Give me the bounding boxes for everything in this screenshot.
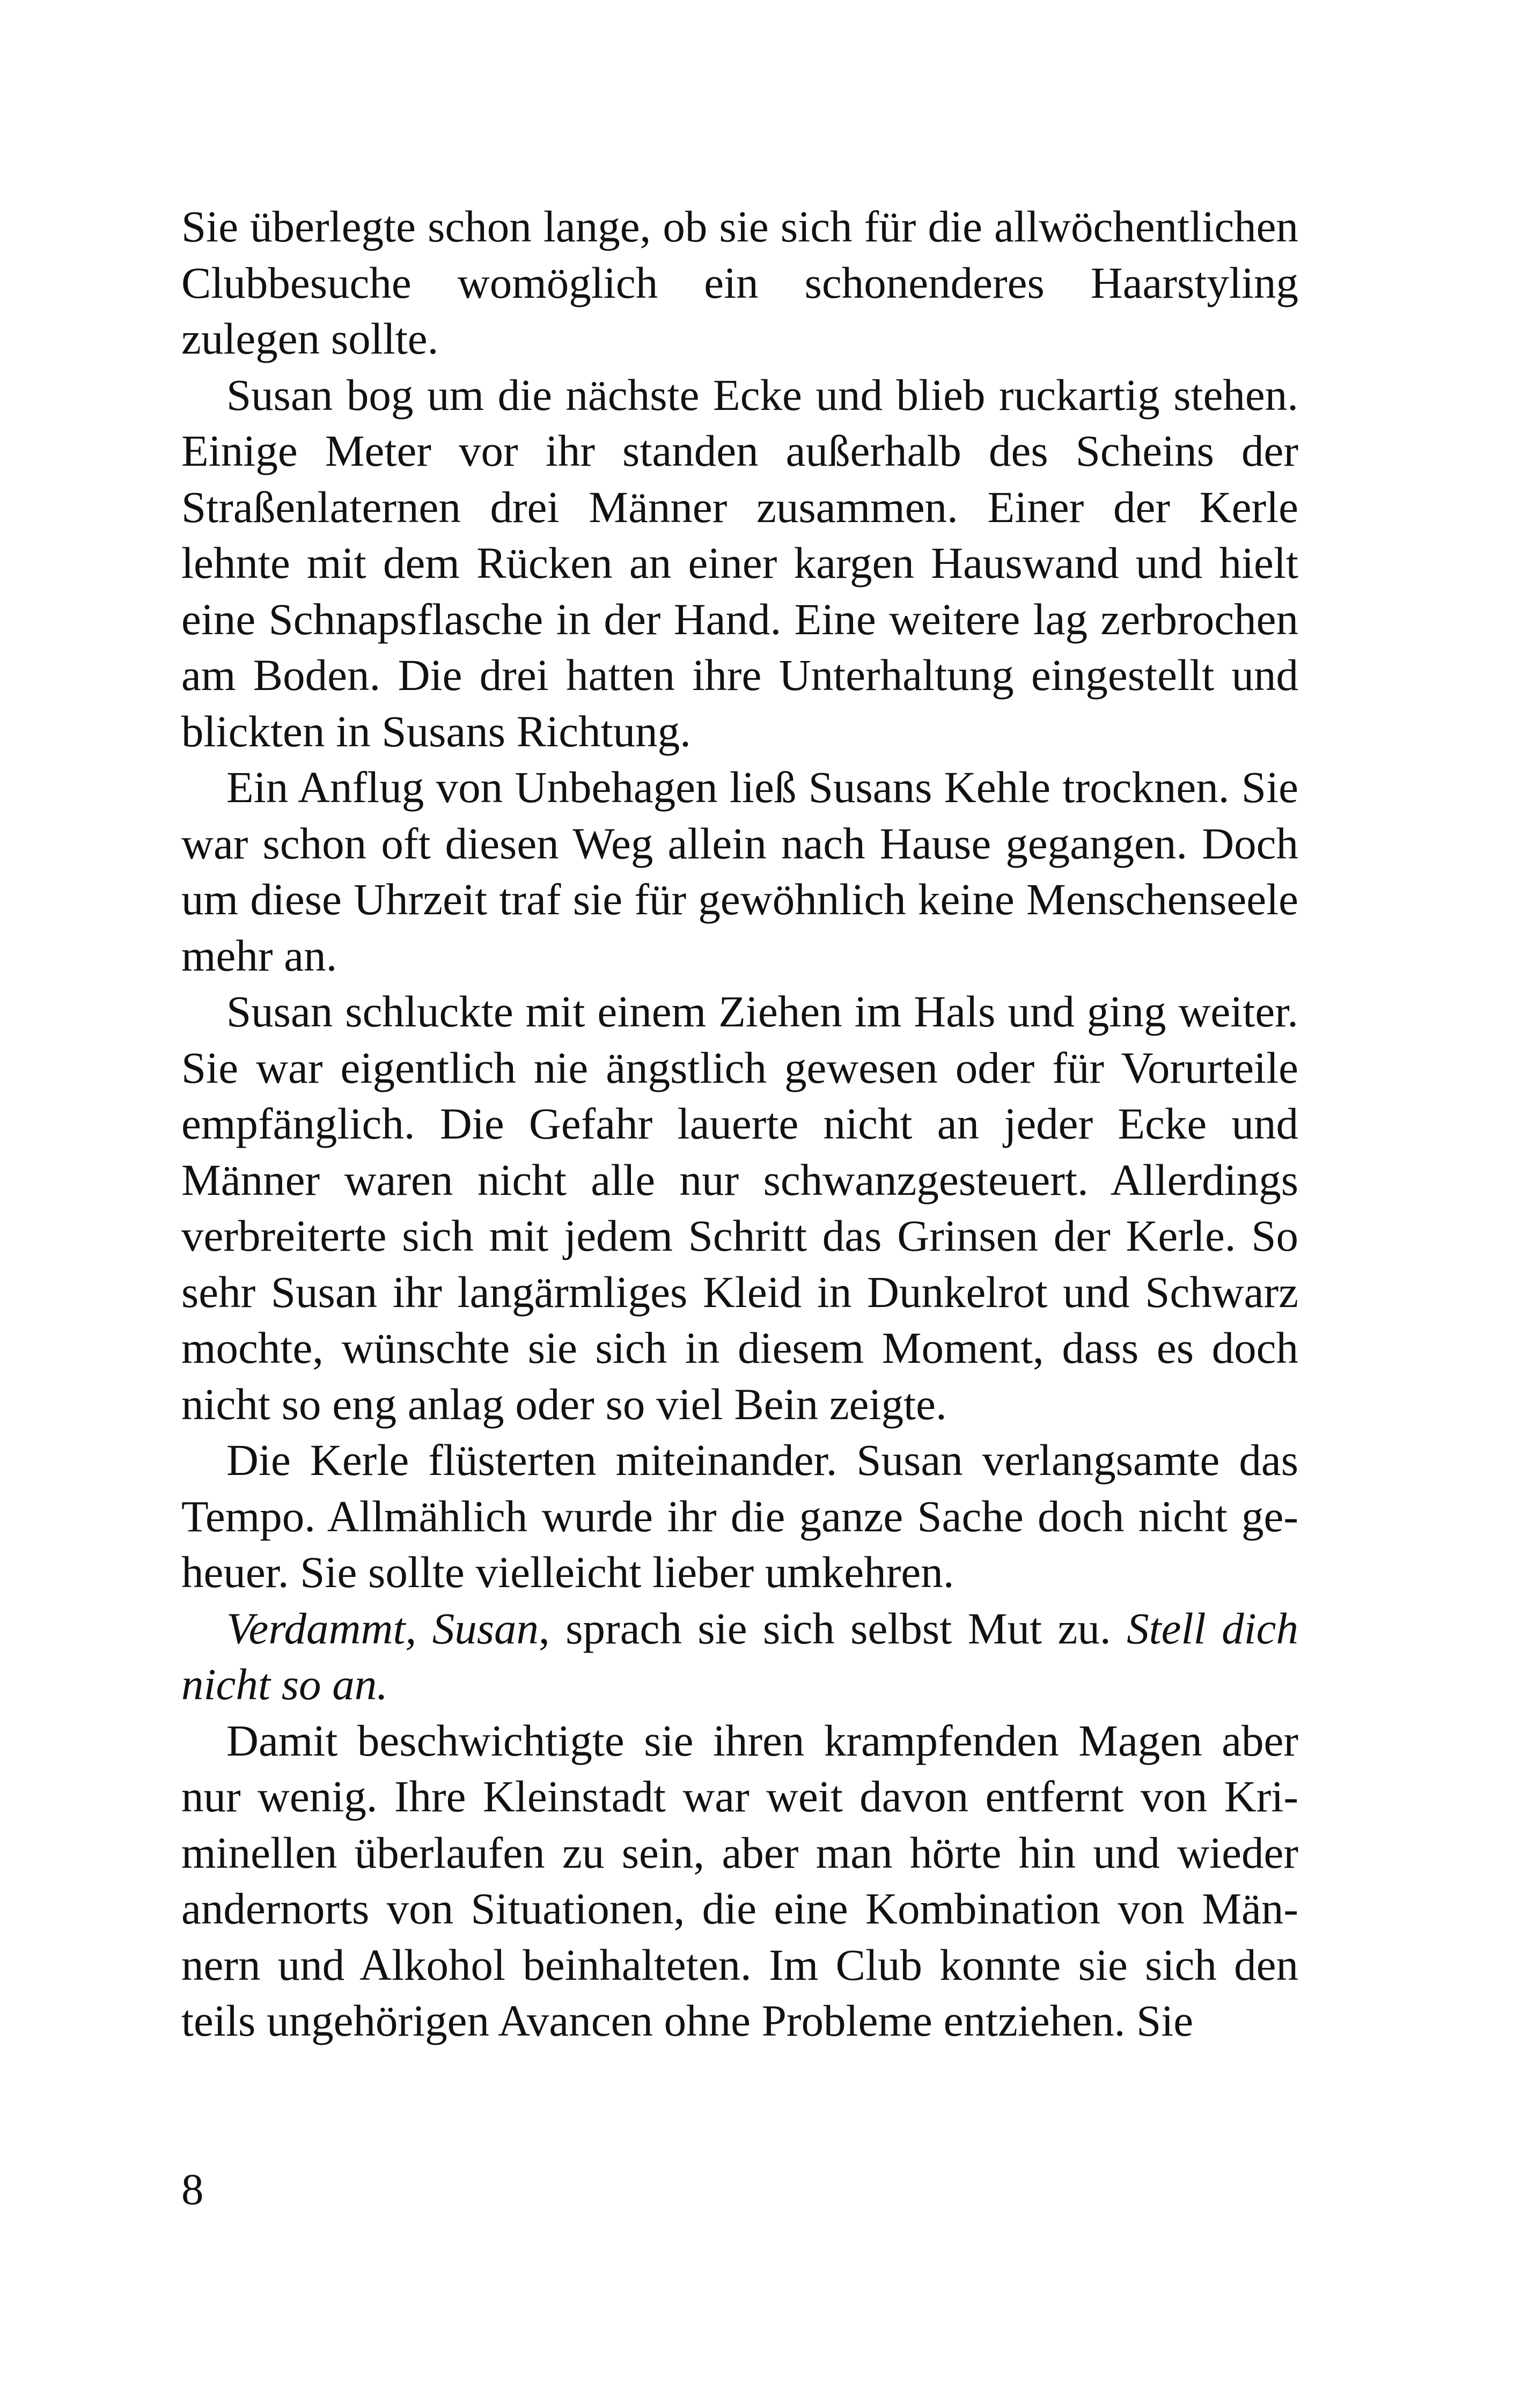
body-text <box>181 199 1298 2049</box>
paragraph-7: Damit beschwichtigte sie ihren krampfenden Magen aber nur wenig. Ihre Kleinstadt war weit davon entfernt von Kriminellen überlaufen zu sein, aber man hörte hin und wieder andernorts von Situationen, die eine Kombination von Männern und Alkohol beinhalteten. Im Club konnte sie sich den teils ungehörigen Avancen ohne Probleme entziehen. Sie <box>181 1715 1298 2045</box>
paragraph-1: Sie überlegte schon lange, ob sie sich für die allwöchentlichen Clubbesuche womöglich ein schonenderes Haarstyling zulegen sollte. <box>181 202 1298 363</box>
paragraph-6 <box>181 1601 1298 1713</box>
paragraph-3: Ein Anflug von Unbehagen ließ Susans Kehle trocknen. Sie war schon oft diesen Weg allein nach Hause gegangen. Doch um diese Uhrzeit traf sie für gewöhnlich keine Menschenseele mehr an. <box>181 762 1298 980</box>
italic-thought-1: Verdammt, Susan <box>226 1603 539 1653</box>
paragraph-2: Susan bog um die nächste Ecke und blieb ruckartig stehen. Einige Meter vor ihr standen außerhalb des Scheins der Straßenlaternen drei Männer zusammen. Einer der Kerle lehnte mit dem Rücken an einer kargen Hauswand und hielt eine Schnapsflasche in der Hand. Eine weitere lag zerbrochen am Boden. Die drei hatten ihre Unterhaltung eingestellt und blickten in Susans Richtung. <box>181 370 1298 756</box>
paragraph-5: Die Kerle flüsterten miteinander. Susan verlangsamte das Tempo. Allmählich wurde ihr die ganze Sache doch nicht geheuer. Sie sollte vielleicht lieber umkehren. <box>181 1435 1298 1597</box>
paragraph-4: Susan schluckte mit einem Ziehen im Hals und ging weiter. Sie war eigentlich nie ängstlich gewesen oder für Vorurteile empfänglich. Die Gefahr lauerte nicht an jeder Ecke und Männer waren nicht alle nur schwanzgesteuert. Allerdings verbreiterte sich mit jedem Schritt das Grinsen der Kerle. So sehr Susan ihr langärmliges Kleid in Dunkelrot und Schwarz mochte, wünschte sie sich in diesem Moment, dass es doch nicht so eng anlag oder so viel Bein zeigte. <box>181 987 1298 1429</box>
italic-thought-2: Stell dich nicht so an. <box>181 1603 1298 1709</box>
page-number: 8 <box>181 2164 204 2214</box>
narration-text: , sprach sie sich selbst Mut zu. <box>539 1603 1127 1653</box>
